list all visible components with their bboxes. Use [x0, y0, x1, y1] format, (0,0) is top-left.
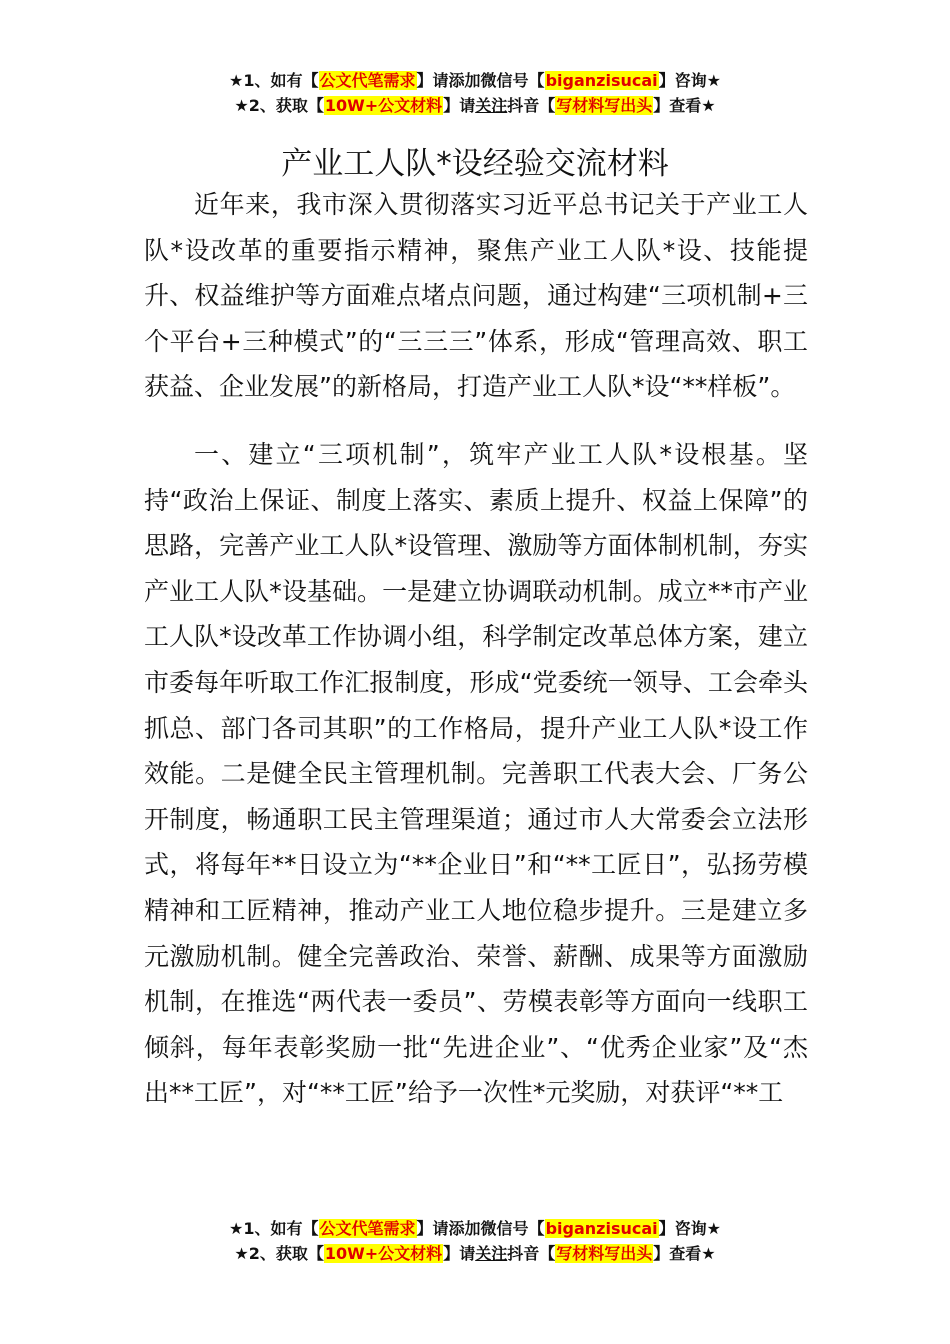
document-body — [144, 182, 808, 1116]
banner-highlight: 10W+公文材料 — [324, 1244, 443, 1263]
paragraph-intro: 近年来，我市深入贯彻落实习近平总书记关于产业工人队*设改革的重要指示精神，聚焦产业工人队*设、技能提升、权益维护等方面难点堵点问题，通过构建“三项机制+三个平台+三种模式”的“三三三”体系，形成“管理高效、职工获益、企业发展”的新格局，打造产业工人队*设“**样板”。 — [144, 190, 808, 402]
banner-douyin-account: 写材料写出头 — [556, 96, 653, 115]
footer-banner — [0, 1216, 950, 1266]
banner-line-2: ★2、获取【10W+公文材料】请关注抖音【写材料写出头】查看★ — [234, 96, 716, 115]
document-title: 产业工人队*设经验交流材料 — [281, 145, 669, 182]
banner-wechat-id: biganzisucai — [545, 1219, 658, 1238]
banner-highlight: 公文代笔需求 — [319, 1219, 416, 1238]
banner-highlight: 10W+公文材料 — [324, 96, 443, 115]
banner-douyin-account: 写材料写出头 — [556, 1244, 653, 1263]
banner-line-1: ★1、如有【公文代笔需求】请添加微信号【biganzisucai】咨询★ — [229, 71, 721, 90]
banner-line-2: ★2、获取【10W+公文材料】请关注抖音【写材料写出头】查看★ — [234, 1244, 716, 1263]
banner-wechat-id: biganzisucai — [545, 71, 658, 90]
banner-highlight: 公文代笔需求 — [319, 71, 416, 90]
banner-line-1: ★1、如有【公文代笔需求】请添加微信号【biganzisucai】咨询★ — [229, 1219, 721, 1238]
paragraph-section-1: 一、建立“三项机制”，筑牢产业工人队*设根基。坚持“政治上保证、制度上落实、素质上提升、权益上保障”的思路，完善产业工人队*设管理、激励等方面体制机制，夯实产业工人队*设基础。一是建立协调联动机制。成立**市产业工人队*设改革工作协调小组，科学制定改革总体方案，建立市委每年听取工作汇报制度，形成“党委统一领导、工会牵头抓总、部门各司其职”的工作格局，提升产业工人队*设工作效能。二是健全民主管理机制。完善职工代表大会、厂务公开制度，畅通职工民主管理渠道；通过市人大常委会立法形式，将每年**日设立为“**企业日”和“**工匠日”，弘扬劳模精神和工匠精神，推动产业工人地位稳步提升。三是建立多元激励机制。健全完善政治、荣誉、薪酬、成果等方面激励机制，在推选“两代表一委员”、劳模表彰等方面向一线职工倾斜，每年表彰奖励一批“先进企业”、“优秀企业家”及“杰出**工匠”，对“**工匠”给予一次性*元奖励，对获评“**工 — [144, 439, 808, 1108]
header-banner — [0, 68, 950, 118]
